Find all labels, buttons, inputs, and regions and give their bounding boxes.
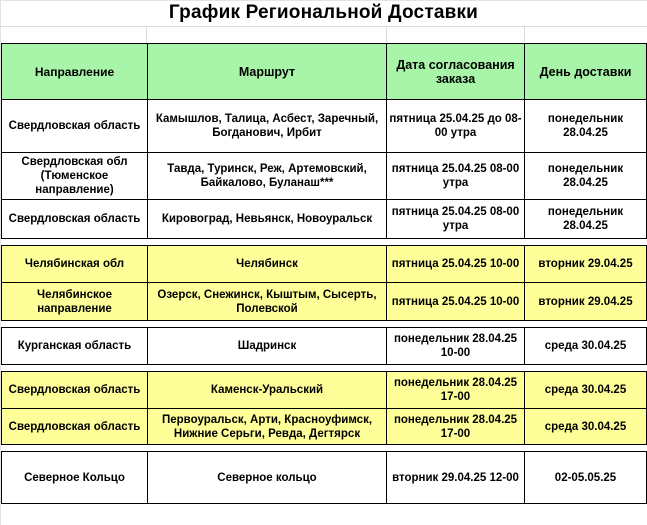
separator-cell <box>2 445 647 452</box>
cell-approval[interactable]: пятница 25.04.25 08-00 утра <box>387 200 525 239</box>
table-header-row <box>2 44 647 100</box>
cell-route[interactable]: Камышлов, Талица, Асбест, Заречный, Богданович, Ирбит <box>148 100 387 153</box>
cell-direction[interactable]: Свердловская область <box>2 200 148 239</box>
table-row <box>2 328 647 365</box>
cell-direction[interactable]: Северное Кольцо <box>2 452 148 504</box>
separator-cell <box>2 365 647 372</box>
table-row <box>2 283 647 321</box>
table-row <box>2 153 647 200</box>
cell-approval[interactable]: пятница 25.04.25 до 08-00 утра <box>387 100 525 153</box>
table-row <box>2 200 647 239</box>
grid-line <box>146 26 147 44</box>
delivery-schedule-table <box>1 43 647 504</box>
separator-cell <box>2 239 647 246</box>
cell-direction[interactable]: Курганская область <box>2 328 148 365</box>
grid-line <box>386 26 387 44</box>
section-separator <box>2 365 647 372</box>
table-row <box>2 452 647 504</box>
cell-route[interactable]: Тавда, Туринск, Реж, Артемовский, Байкалово, Буланаш*** <box>148 153 387 200</box>
cell-route[interactable]: Каменск-Уральский <box>148 372 387 409</box>
grid-line <box>0 26 647 27</box>
table-row <box>2 100 647 153</box>
cell-direction[interactable]: Челябинская обл <box>2 246 148 283</box>
section-separator <box>2 239 647 246</box>
table-row <box>2 246 647 283</box>
cell-route[interactable]: Шадринск <box>148 328 387 365</box>
cell-delivery[interactable]: вторник 29.04.25 <box>525 246 647 283</box>
header-delivery-day[interactable]: День доставки <box>525 44 647 100</box>
cell-approval[interactable]: пятница 25.04.25 08-00 утра <box>387 153 525 200</box>
cell-direction[interactable]: Свердловская область <box>2 100 148 153</box>
cell-route[interactable]: Северное кольцо <box>148 452 387 504</box>
page-title: График Региональной Доставки <box>168 2 479 23</box>
cell-approval[interactable]: вторник 29.04.25 12-00 <box>387 452 525 504</box>
header-direction[interactable]: Направление <box>2 44 148 100</box>
cell-delivery[interactable]: понедельник 28.04.25 <box>525 153 647 200</box>
separator-cell <box>2 321 647 328</box>
cell-delivery[interactable]: понедельник 28.04.25 <box>525 100 647 153</box>
cell-delivery[interactable]: среда 30.04.25 <box>525 372 647 409</box>
cell-approval[interactable]: пятница 25.04.25 10-00 <box>387 246 525 283</box>
cell-route[interactable]: Челябинск <box>148 246 387 283</box>
cell-approval[interactable]: понедельник 28.04.25 10-00 <box>387 328 525 365</box>
header-route[interactable]: Маршрут <box>148 44 387 100</box>
section-separator <box>2 445 647 452</box>
cell-route[interactable]: Первоуральск, Арти, Красноуфимск, Нижние Серьги, Ревда, Дегтярск <box>148 409 387 445</box>
cell-direction[interactable]: Свердловская область <box>2 409 148 445</box>
cell-approval[interactable]: пятница 25.04.25 10-00 <box>387 283 525 321</box>
cell-direction[interactable]: Свердловская область <box>2 372 148 409</box>
cell-route[interactable]: Озерск, Снежинск, Кыштым, Сысерть, Полевской <box>148 283 387 321</box>
cell-approval[interactable]: понедельник 28.04.25 17-00 <box>387 372 525 409</box>
cell-route[interactable]: Кировоград, Невьянск, Новоуральск <box>148 200 387 239</box>
cell-approval[interactable]: понедельник 28.04.25 17-00 <box>387 409 525 445</box>
cell-direction[interactable]: Свердловская обл (Тюменское направление) <box>2 153 148 200</box>
table-row <box>2 409 647 445</box>
cell-delivery[interactable]: 02-05.05.25 <box>525 452 647 504</box>
table-row <box>2 372 647 409</box>
section-separator <box>2 321 647 328</box>
cell-delivery[interactable]: среда 30.04.25 <box>525 409 647 445</box>
cell-delivery[interactable]: среда 30.04.25 <box>525 328 647 365</box>
cell-direction[interactable]: Челябинское направление <box>2 283 148 321</box>
header-approval-date[interactable]: Дата согласования заказа <box>387 44 525 100</box>
cell-delivery[interactable]: вторник 29.04.25 <box>525 283 647 321</box>
cell-delivery[interactable]: понедельник 28.04.25 <box>525 200 647 239</box>
grid-line <box>524 26 525 44</box>
